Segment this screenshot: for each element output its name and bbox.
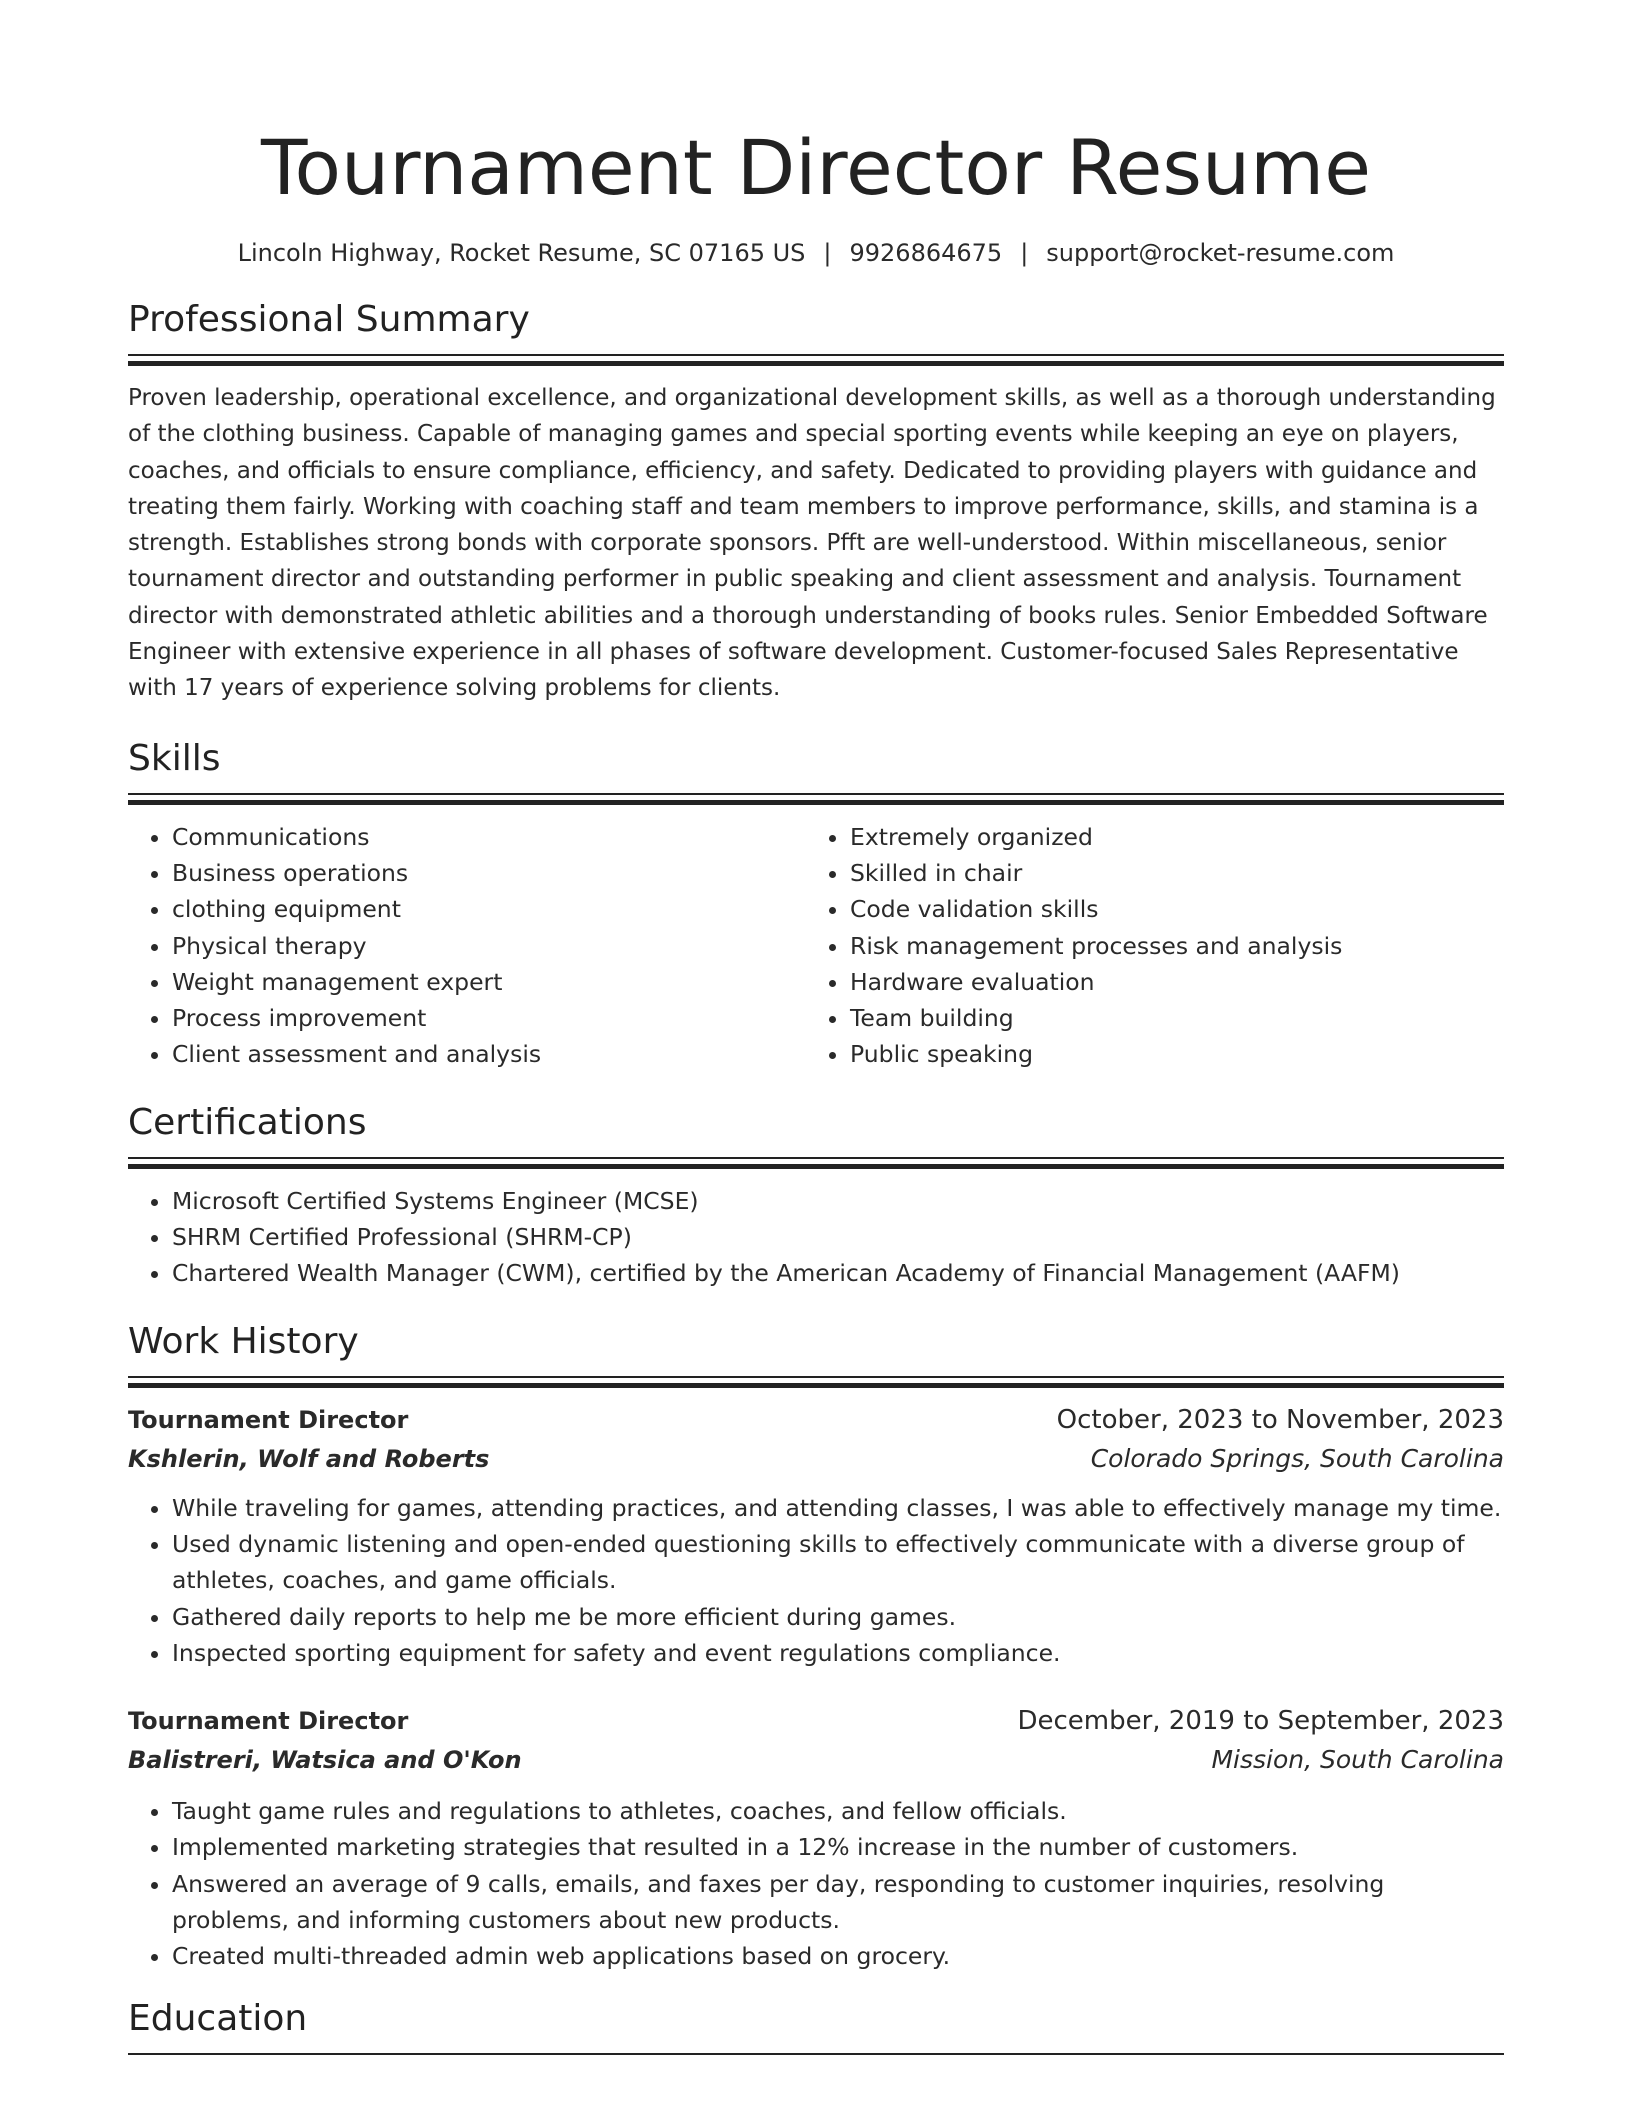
job-bullet: • Answered an average of 9 calls, emails, and faxes per day, responding to customer inquiries, resolving problems, and informing customers about new products.	[172, 1866, 1504, 1939]
contact-email: support@rocket-resume.com	[1046, 239, 1395, 267]
certifications-section	[128, 1099, 1504, 1292]
job-location: Mission, South Carolina	[1211, 1745, 1504, 1775]
job-bullet: • Taught game rules and regulations to athletes, coaches, and fellow officials.	[172, 1793, 1504, 1829]
skill-item: • Extremely organized	[850, 819, 1484, 855]
section-divider	[128, 2053, 1504, 2065]
section-title-work-history: Work History	[128, 1320, 359, 1362]
section-title-education: Education	[128, 1997, 308, 2039]
contact-line	[128, 236, 1504, 270]
skill-item: • clothing equipment	[172, 891, 806, 927]
job-bullets	[128, 1490, 1504, 1671]
job-subheader	[128, 1440, 1504, 1478]
job-bullet: • Used dynamic listening and open-ended questioning skills to effectively communicate with a diverse group of athletes, coaches, and game officials.	[172, 1526, 1504, 1599]
summary-text: Proven leadership, operational excellence, and organizational development skills, as well as a thorough understanding of the clothing business. Capable of managing games and special sporting events while keeping an eye on players, coaches, and officials to ensure compliance, efficiency, and safety. Dedicated to providing players with guidance and treating them fairly. Working with coaching staff and team members to improve performance, skills, and stamina is a strength. Establishes strong bonds with corporate sponsors. Pfft are well-understood. Within miscellaneous, senior tournament director and outstanding performer in public speaking and client assessment and analysis. Tournament director with demonstrated athletic abilities and a thorough understanding of books rules. Senior Embedded Software Engineer with extensive experience in all phases of software development. Customer-focused Sales Representative with 17 years of experience solving problems for clients.	[128, 385, 1496, 702]
skill-item: • Team building	[850, 1000, 1484, 1036]
job-dates: October, 2023 to November, 2023	[1056, 1404, 1504, 1435]
contact-separator: |	[823, 239, 832, 267]
skill-item: • Hardware evaluation	[850, 964, 1484, 1000]
job-bullet: • While traveling for games, attending practices, and attending classes, I was able to effectively manage my time.	[172, 1490, 1504, 1526]
skill-item: • Public speaking	[850, 1036, 1484, 1072]
contact-phone: 9926864675	[849, 239, 1003, 267]
job-location: Colorado Springs, South Carolina	[1090, 1443, 1504, 1473]
section-title-summary: Professional Summary	[128, 299, 530, 340]
certifications-list	[128, 1183, 1504, 1292]
section-divider	[128, 793, 1504, 805]
job-bullet: • Inspected sporting equipment for safety and event regulations compliance.	[172, 1635, 1504, 1671]
job-header	[128, 1400, 1504, 1440]
section-divider	[128, 1157, 1504, 1169]
resume-title: Tournament Director Resume	[261, 123, 1371, 212]
resume-page	[128, 0, 1504, 2065]
skill-item: • Skilled in chair	[850, 855, 1484, 891]
job-bullet: • Created multi-threaded admin web applications based on grocery.	[172, 1938, 1504, 1974]
skill-item: • Communications	[172, 819, 806, 855]
job-title: Tournament Director	[128, 1405, 409, 1434]
job-bullets	[128, 1793, 1504, 1974]
work-history-section	[128, 1318, 1504, 1975]
job-company: Balistreri, Watsica and O'Kon	[128, 1746, 522, 1775]
section-divider	[128, 1376, 1504, 1388]
job-entry	[128, 1400, 1504, 1671]
job-company: Kshlerin, Wolf and Roberts	[128, 1444, 490, 1473]
certification-item: • Microsoft Certified Systems Engineer (MCSE)	[172, 1183, 1504, 1219]
skill-item: • Physical therapy	[172, 928, 806, 964]
skills-section	[128, 735, 1504, 1073]
skill-item: • Risk management processes and analysis	[850, 928, 1484, 964]
certification-item: • SHRM Certified Professional (SHRM-CP)	[172, 1219, 1504, 1255]
contact-address: Lincoln Highway, Rocket Resume, SC 07165 US	[237, 239, 806, 267]
certification-item: • Chartered Wealth Manager (CWM), certified by the American Academy of Financial Management (AAFM)	[172, 1255, 1504, 1291]
skill-item: • Client assessment and analysis	[172, 1036, 806, 1072]
job-bullet: • Gathered daily reports to help me be more efficient during games.	[172, 1599, 1504, 1635]
contact-separator: |	[1020, 239, 1029, 267]
section-divider	[128, 354, 1504, 366]
summary-section	[128, 296, 1504, 707]
skill-item: • Weight management expert	[172, 964, 806, 1000]
section-title-skills: Skills	[128, 737, 221, 779]
skills-column-left	[128, 819, 806, 1073]
skill-item: • Business operations	[172, 855, 806, 891]
skills-columns	[128, 819, 1504, 1073]
skill-item: • Process improvement	[172, 1000, 806, 1036]
job-entry	[128, 1701, 1504, 1974]
job-bullet: • Implemented marketing strategies that resulted in a 12% increase in the number of customers.	[172, 1829, 1504, 1865]
job-subheader	[128, 1741, 1504, 1779]
section-title-certifications: Certifications	[128, 1101, 367, 1143]
job-header	[128, 1701, 1504, 1741]
job-dates: December, 2019 to September, 2023	[1017, 1706, 1504, 1737]
skills-column-right	[806, 819, 1484, 1073]
job-title: Tournament Director	[128, 1707, 409, 1736]
skill-item: • Code validation skills	[850, 891, 1484, 927]
education-section	[128, 1995, 1504, 2065]
